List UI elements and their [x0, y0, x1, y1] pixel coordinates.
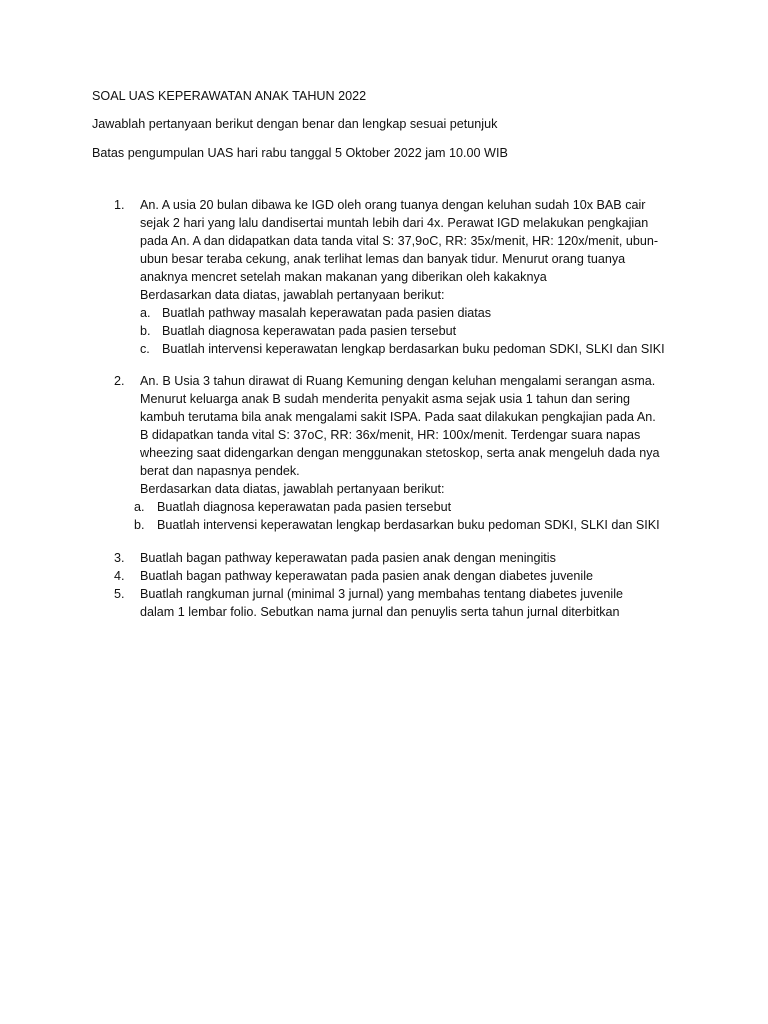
- question-line: Menurut keluarga anak B sudah menderita penyakit asma sejak usia 1 tahun dan sering: [140, 392, 631, 406]
- sub-question-a: [140, 304, 680, 322]
- sub-question-b: [134, 516, 680, 534]
- question-number: 1.: [114, 198, 125, 212]
- sub-question-b: [140, 322, 680, 340]
- question-body: [140, 585, 680, 621]
- document-deadline: Batas pengumpulan UAS hari rabu tanggal 5 Oktober 2022 jam 10.00 WIB: [92, 146, 508, 160]
- question-line: Buatlah bagan pathway keperawatan pada pasien anak dengan meningitis: [140, 551, 556, 565]
- sub-question-letter: a.: [134, 500, 145, 514]
- sub-question-text: Buatlah diagnosa keperawatan pada pasien tersebut: [157, 500, 452, 514]
- question-body: [134, 372, 680, 534]
- sub-question-text: Buatlah intervensi keperawatan lengkap berdasarkan buku pedoman SDKI, SLKI dan SIKI: [157, 518, 660, 532]
- sub-question-letter: b.: [140, 324, 151, 338]
- question-number: 5.: [114, 587, 125, 601]
- question-body: [140, 196, 680, 358]
- sub-question-c: [140, 340, 680, 358]
- question-number: 4.: [114, 569, 125, 583]
- question-line: wheezing saat didengarkan dengan menggunakan stetoskop, serta anak mengeluh dada nya: [140, 446, 660, 460]
- sub-question-letter: a.: [140, 306, 151, 320]
- question-line: pada An. A dan didapatkan data tanda vital S: 37,9oC, RR: 35x/menit, HR: 120x/menit, ubun-: [140, 234, 659, 248]
- question-line: ubun besar teraba cekung, anak terlihat lemas dan banyak tidur. Menurut orang tuanya: [140, 252, 626, 266]
- question-number: 3.: [114, 551, 125, 565]
- document-instruction: Jawablah pertanyaan berikut dengan benar dan lengkap sesuai petunjuk: [92, 117, 498, 131]
- question-line: B didapatkan tanda vital S: 37oC, RR: 36x/menit, HR: 100x/menit. Terdengar suara napas: [140, 428, 641, 442]
- question-line: Buatlah bagan pathway keperawatan pada pasien anak dengan diabetes juvenile: [140, 569, 594, 583]
- question-line: Berdasarkan data diatas, jawablah pertanyaan berikut:: [140, 482, 445, 496]
- question-line: Buatlah rangkuman jurnal (minimal 3 jurnal) yang membahas tentang diabetes juvenile: [140, 587, 624, 601]
- question-number: 2.: [114, 374, 125, 388]
- sub-question-text: Buatlah intervensi keperawatan lengkap berdasarkan buku pedoman SDKI, SLKI dan SIKI: [162, 342, 665, 356]
- question-line: An. A usia 20 bulan dibawa ke IGD oleh orang tuanya dengan keluhan sudah 10x BAB cair: [140, 198, 646, 212]
- sub-question-text: Buatlah pathway masalah keperawatan pada pasien diatas: [162, 306, 492, 320]
- question-line: An. B Usia 3 tahun dirawat di Ruang Kemuning dengan keluhan mengalami serangan asma.: [140, 374, 656, 388]
- question-line: sejak 2 hari yang lalu dandisertai muntah lebih dari 4x. Perawat IGD melakukan pengkajian: [140, 216, 649, 230]
- question-body: [140, 567, 680, 585]
- question-line: Berdasarkan data diatas, jawablah pertanyaan berikut:: [140, 288, 445, 302]
- sub-question-a: [134, 498, 680, 516]
- sub-question-letter: c.: [140, 342, 150, 356]
- question-line: berat dan napasnya pendek.: [140, 464, 300, 478]
- question-line: anaknya mencret setelah makan makanan yang diberikan oleh kakaknya: [140, 270, 547, 284]
- document-title: SOAL UAS KEPERAWATAN ANAK TAHUN 2022: [92, 89, 367, 103]
- sub-question-text: Buatlah diagnosa keperawatan pada pasien tersebut: [162, 324, 457, 338]
- question-body: [140, 549, 680, 567]
- sub-question-letter: b.: [134, 518, 145, 532]
- question-line: dalam 1 lembar folio. Sebutkan nama jurnal dan penuylis serta tahun jurnal diterbitkan: [140, 605, 620, 619]
- question-line: kambuh terutama bila anak mengalami sakit ISPA. Pada saat dilakukan pengkajian pada An.: [140, 410, 656, 424]
